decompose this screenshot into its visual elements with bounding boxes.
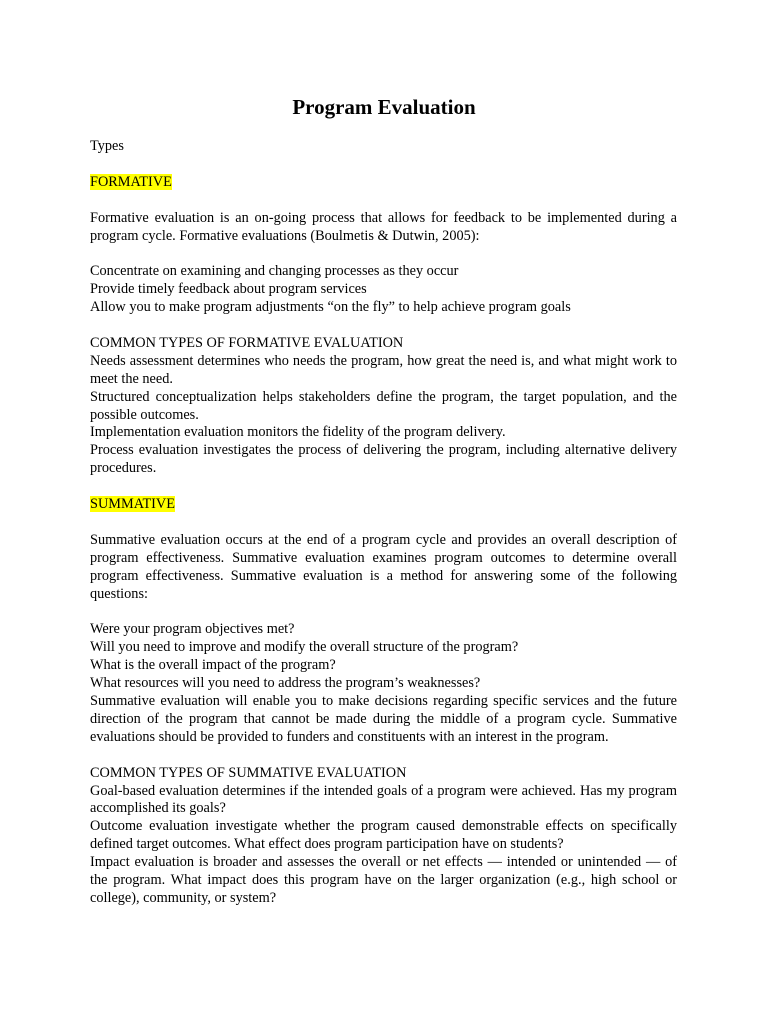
document-body [90, 138, 677, 908]
formative-heading [90, 174, 677, 192]
summative-common-type: Goal-based evaluation determines if the intended goals of a program were achieved. Has my program accomplished its goals? [90, 782, 677, 817]
summative-closing: Summative evaluation will enable you to make decisions regarding specific services and the future direction of the program that cannot be made during the middle of a program cycle. Summative evaluations should be provided to funders and constituents with an interest in the program. [90, 692, 677, 745]
summative-common-types-heading: COMMON TYPES OF SUMMATIVE EVALUATION [90, 764, 407, 781]
summative-intro: Summative evaluation occurs at the end of a program cycle and provides an overall description of program effectiveness. Summative evaluation examines program outcomes to determine overall program effectiveness. Summative evaluation is a method for answering some of the following questions: [90, 531, 677, 602]
summative-heading-highlight: SUMMATIVE [90, 496, 175, 513]
summative-common-type: Outcome evaluation investigate whether the program caused demonstrable effects on specifically defined target outcomes. What effect does program participation have on students? [90, 818, 677, 853]
formative-common-type: Implementation evaluation monitors the fidelity of the program delivery. [90, 424, 506, 441]
summative-common-type: Impact evaluation is broader and assesses the overall or net effects — intended or unintended — of the program. What impact does this program have on the larger organization (e.g., high school or college), community, or system? [90, 854, 677, 906]
formative-bullet: Provide timely feedback about program services [90, 281, 367, 298]
formative-bullet: Concentrate on examining and changing processes as they occur [90, 263, 459, 280]
formative-common-type: Process evaluation investigates the process of delivering the program, including alternative delivery procedures. [90, 442, 677, 477]
formative-common-type: Structured conceptualization helps stakeholders define the program, the target population, and the possible outcomes. [90, 388, 677, 423]
summative-question: Were your program objectives met? [90, 621, 295, 638]
summative-question: Will you need to improve and modify the overall structure of the program? [90, 639, 519, 656]
summative-question: What resources will you need to address the program’s weaknesses? [90, 675, 481, 692]
summative-heading [90, 496, 677, 514]
summative-question: What is the overall impact of the program? [90, 657, 336, 674]
page-title: Program Evaluation [292, 95, 476, 119]
types-label: Types [90, 138, 124, 154]
formative-common-type: Needs assessment determines who needs the program, how great the need is, and what might work to meet the need. [90, 352, 677, 387]
formative-heading-highlight: FORMATIVE [90, 173, 172, 190]
formative-intro: Formative evaluation is an on-going process that allows for feedback to be implemented during a program cycle. Formative evaluations (Boulmetis & Dutwin, 2005): [90, 209, 677, 244]
formative-bullet: Allow you to make program adjustments “on the fly” to help achieve program goals [90, 299, 571, 316]
formative-common-types-heading: COMMON TYPES OF FORMATIVE EVALUATION [90, 334, 404, 351]
